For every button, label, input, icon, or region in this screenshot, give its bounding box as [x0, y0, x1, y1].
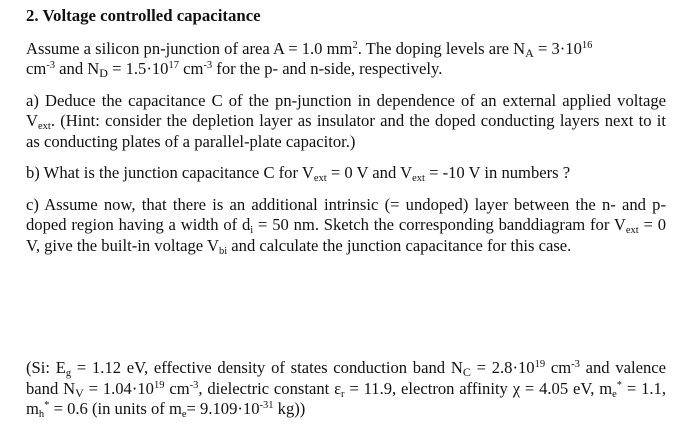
question-a-text: . (Hint: consider the depletion layer as insulator and the doped conducting layers next to it as conducting plates of a parallel-plate capacitor.) [26, 111, 666, 151]
constants-sub: e [612, 388, 617, 400]
intro-sup: -3 [203, 60, 213, 71]
intro-text: cm [26, 59, 47, 78]
intro-text: . The doping levels are N [357, 38, 526, 58]
question-c-sub: i [250, 225, 254, 236]
intro-text: = 1.5·10 [107, 59, 169, 78]
constants-text: kg)) [273, 399, 306, 418]
constants-sup: 19 [153, 379, 165, 391]
constants-text: and valence band N [26, 358, 667, 398]
constants-sup: * [44, 400, 50, 411]
constants-text: = 11.9, electron affinity χ = 4.05 eV, m [344, 378, 613, 398]
constants-text: = 0.6 (in units of m [49, 399, 182, 418]
question-a [26, 91, 666, 153]
intro-sub: A [525, 45, 534, 60]
question-b-sub: ext [313, 173, 327, 184]
constants-text: = 1.04·10 [83, 378, 154, 398]
constants-sup: -3 [189, 379, 199, 391]
question-c [26, 195, 666, 257]
constants-sup: -3 [571, 359, 580, 370]
intro-sup: 17 [168, 60, 179, 71]
intro-text: and N [55, 59, 100, 78]
constants-sub: C [462, 365, 471, 379]
constants-sup: * [616, 379, 623, 391]
question-c-text: c) Assume now, that there is an additional intrinsic (= undoped) layer between the n- and p-doped region having a width of d [26, 194, 666, 234]
intro-text: Assume a silicon pn-junction of area A = 1.0 mm [26, 38, 353, 58]
problem-intro [26, 39, 666, 80]
question-c-text: = 50 nm. Sketch the corresponding banddiagram for V [253, 215, 626, 234]
question-c-text: and calculate the junction capacitance for this case. [227, 235, 572, 255]
question-c-text: = 0 V, give the built-in voltage V [26, 215, 667, 255]
intro-sup: -3 [46, 60, 56, 71]
constants-sup: -31 [259, 400, 274, 411]
question-b [26, 163, 666, 184]
material-constants [26, 358, 666, 420]
problem-title: 2. Voltage controlled capacitance [26, 6, 261, 25]
intro-sup: 2 [352, 39, 358, 51]
intro-text: cm [178, 59, 204, 78]
constants-text: = 1.1, m [26, 378, 666, 418]
question-c-sub: ext [625, 225, 639, 236]
question-b-text: b) What is the junction capacitance C for V [26, 163, 314, 182]
constants-sub: g [65, 368, 72, 379]
intro-text: = 3·10 [533, 38, 582, 58]
constants-sub: e [181, 409, 187, 420]
constants-text: = 1.12 eV, effective density of states conduction band N [71, 358, 463, 377]
intro-sub: D [99, 66, 108, 80]
question-b-sub: ext [412, 173, 425, 184]
constants-text: (Si: E [26, 358, 66, 377]
intro-text: for the p- and n-side, respectively. [212, 59, 443, 78]
constants-text: cm [545, 358, 572, 377]
intro-sup: 16 [581, 39, 593, 51]
constants-sub: h [38, 409, 45, 420]
constants-sup: 19 [534, 359, 546, 370]
constants-sub: V [75, 385, 84, 400]
question-c-sub: bi [218, 245, 228, 257]
constants-sub: r [341, 388, 345, 400]
constants-text: = 2.8·10 [470, 358, 535, 377]
constants-text: , dielectric constant ε [198, 378, 342, 398]
constants-text: = 9.109·10 [186, 399, 260, 418]
constants-text: cm [164, 378, 190, 398]
question-b-text: = -10 V in numbers ? [424, 163, 571, 182]
question-b-text: = 0 V and V [326, 163, 413, 182]
question-a-text: a) Deduce the capacitance C of the pn-junction in dependence of an external applied voltage V [26, 90, 666, 130]
question-a-sub: ext [37, 121, 51, 132]
